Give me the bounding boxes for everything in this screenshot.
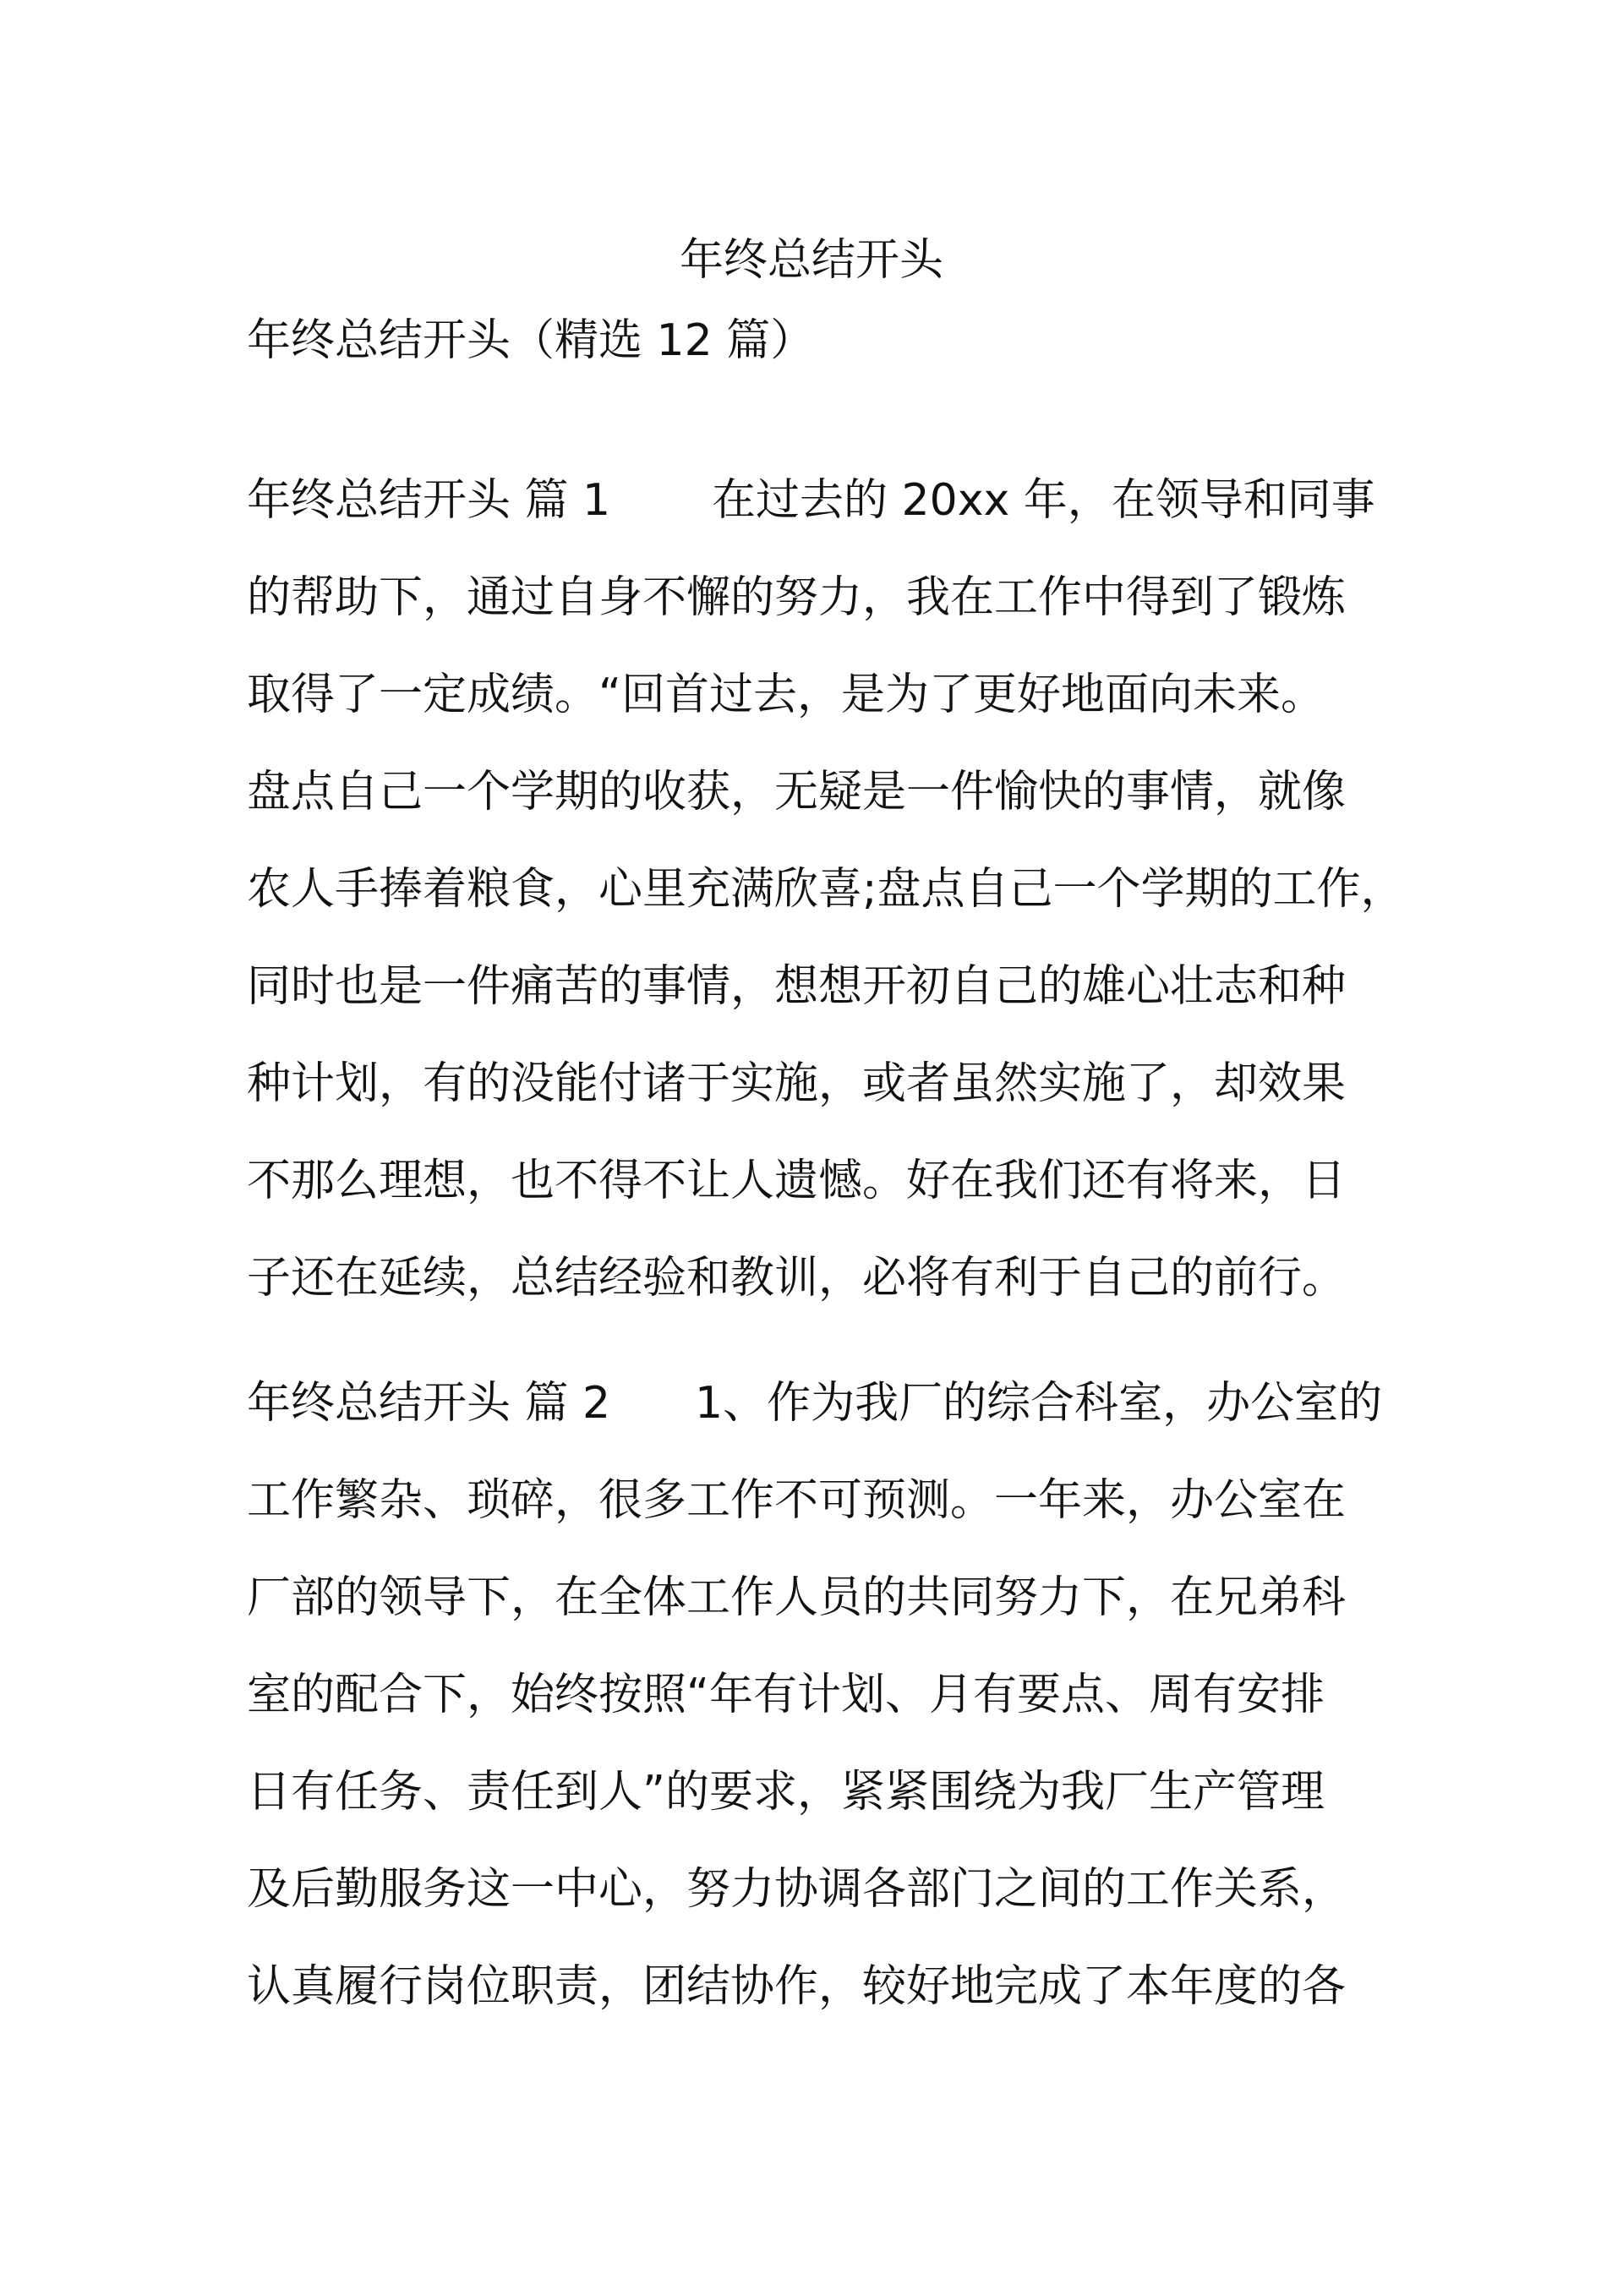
paragraph-line: 日有任务、责任到人”的要求，紧紧围绕为我厂生产管理 [247,1767,1325,1818]
section-1 [247,452,1405,1327]
document-subtitle: 年终总结开头（精选 12 篇） [247,315,815,366]
paragraph-line: 同时也是一件痛苦的事情，想想开初自己的雄心壮志和种 [247,961,1347,1012]
paragraph-line: 认真履行岗位职责，团结协作，较好地完成了本年度的各 [247,1961,1347,2012]
section-heading: 年终总结开头 篇 2 [247,1378,611,1429]
paragraph-line: 农人手捧着粮食，心里充满欣喜;盘点自己一个学期的工作， [247,864,1405,915]
paragraph-line: 的帮助下，通过自身不懈的努力，我在工作中得到了锻炼 [247,572,1347,623]
section-2 [247,1355,1396,2036]
paragraph-line [247,1355,1396,1452]
paragraph-line: 不那么理想，也不得不让人遗憾。好在我们还有将来，日 [247,1156,1347,1206]
paragraph-line: 子还在延续，总结经验和教训，必将有利于自己的前行。 [247,1253,1347,1304]
paragraph-line: 工作繁杂、琐碎，很多工作不可预测。一年来，办公室在 [247,1475,1347,1526]
paragraph-text: 在过去的 20xx 年，在领导和同事 [712,475,1375,526]
document-title: 年终总结开头 [679,235,943,286]
paragraph-line: 及后勤服务这一中心，努力协调各部门之间的工作关系， [247,1864,1347,1915]
paragraph-line: 厂部的领导下，在全体工作人员的共同努力下，在兄弟科 [247,1572,1347,1623]
section-heading: 年终总结开头 篇 1 [247,475,611,526]
paragraph-line: 室的配合下，始终按照“年有计划、月有要点、周有安排 [247,1670,1325,1720]
paragraph-line: 盘点自己一个学期的收获，无疑是一件愉快的事情，就像 [247,767,1347,817]
paragraph-text: 1、作为我厂的综合科室，办公室的 [695,1378,1383,1429]
paragraph-line [247,452,1396,549]
paragraph-line: 取得了一定成绩。“回首过去，是为了更好地面向未来。 [247,670,1325,720]
paragraph-line: 种计划，有的没能付诸于实施，或者虽然实施了，却效果 [247,1058,1347,1109]
